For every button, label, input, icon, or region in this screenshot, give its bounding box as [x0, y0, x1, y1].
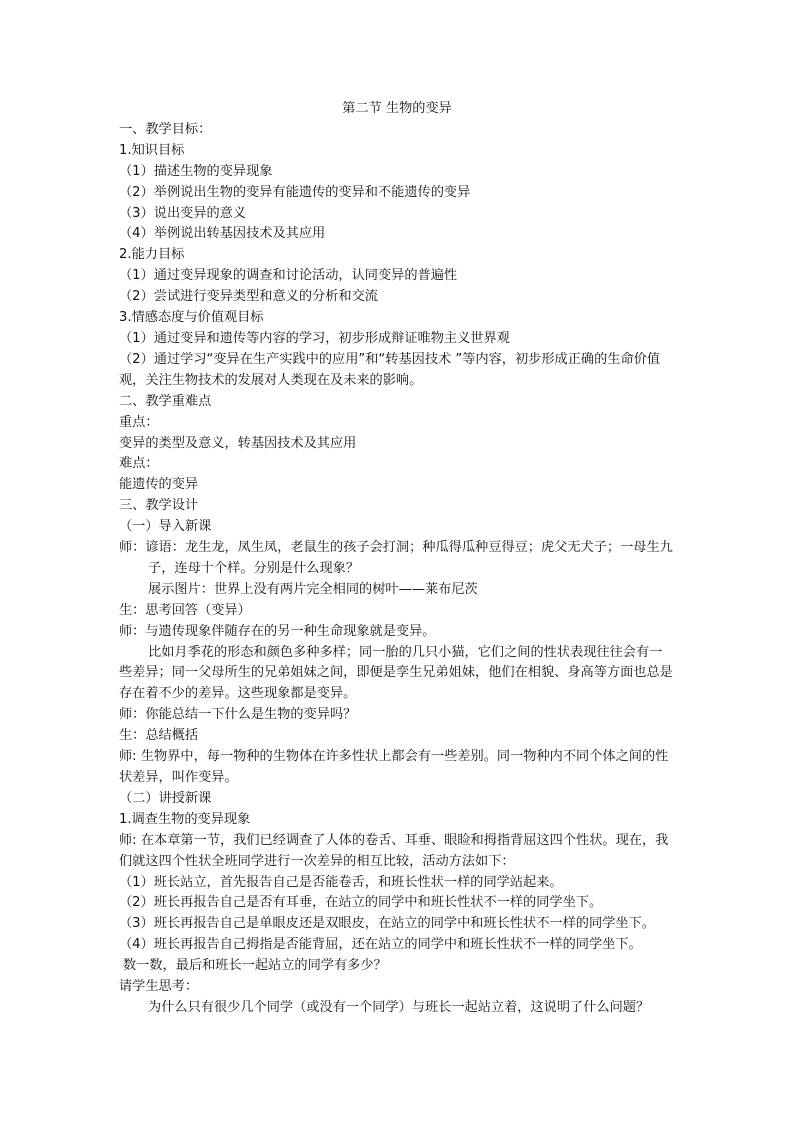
section-heading: 二、教学重难点 — [119, 393, 212, 409]
subsection-heading: 3.情感态度与价值观目标 — [119, 310, 264, 326]
body-text: 数一数，最后和班长一起站立的同学有多少？ — [122, 958, 387, 974]
document-title: 第二节 生物的变异 — [342, 101, 452, 116]
subsection-heading: 1.调查生物的变异现象 — [119, 811, 251, 827]
body-text: 能遗传的变异 — [119, 477, 199, 493]
document-body — [119, 99, 675, 1019]
body-paragraph: 为什么只有很少几个同学（或没有一个同学）与班长一起站立着，这说明了什么问题？ — [148, 999, 650, 1015]
label-text: 难点： — [119, 456, 159, 472]
list-item: （2）尝试进行变异类型和意义的分析和交流 — [119, 289, 378, 305]
list-item: （2）通过学习“变异在生产实践中的应用”和“转基因技术 ”等内容，初步形成正确的生命价值观，关注生物技术的发展对人类现在及未来的影响。 — [119, 351, 661, 388]
list-item: （1）通过变异现象的调查和讨论活动，认同变异的普遍性 — [119, 268, 458, 284]
label-text: 重点： — [119, 414, 159, 430]
list-item: （4）班长再报告自己拇指是否能背屈，还在站立的同学中和班长性状不一样的同学坐下。 — [119, 937, 642, 953]
subsection-heading: 2.能力目标 — [119, 247, 185, 263]
dialogue-paragraph: 师: 生物界中，每一物种的生物体在许多性状上都会有一些差别。同一物种内不同个体之间的性状差异，叫作变异。 — [119, 749, 669, 785]
list-item: （2）举例说出生物的变异有能遗传的变异和不能遗传的变异 — [119, 184, 471, 200]
label-text: 请学生思考： — [119, 979, 199, 995]
body-paragraph: 展示图片：世界上没有两片完全相同的树叶——莱布尼茨 — [148, 581, 478, 597]
subsection-heading: （二）讲授新课 — [119, 790, 212, 806]
subsection-heading: （一）导入新课 — [119, 519, 212, 535]
list-item: （1）描述生物的变异现象 — [119, 163, 273, 179]
section-heading: 三、教学设计 — [119, 498, 199, 514]
dialogue-line: 生：总结概括 — [119, 728, 199, 744]
subsection-heading: 1.知识目标 — [119, 142, 185, 158]
section-heading: 一、教学目标： — [119, 121, 212, 137]
dialogue-line: 师：你能总结一下什么是生物的变异吗？ — [119, 707, 357, 723]
dialogue-paragraph: 师：谚语：龙生龙，凤生凤，老鼠生的孩子会打洞；种瓜得瓜种豆得豆；虎父无犬子；一母生九子，连母十个样。分别是什么现象？ — [119, 540, 673, 576]
dialogue-paragraph: 师: 在本章第一节，我们已经调查了人体的卷舌、耳垂、眼睑和拇指背屈这四个性状。现在，我们就这四个性状全班同学进行一次差异的相互比较，活动方法如下： — [119, 832, 669, 869]
dialogue-line: 生：思考回答（变异） — [119, 602, 251, 618]
list-item: （4）举例说出转基因技术及其应用 — [119, 226, 326, 242]
list-item: （1）班长站立，首先报告自己是否能卷舌，和班长性状一样的同学站起来。 — [119, 874, 563, 890]
body-paragraph: 比如月季花的形态和颜色多种多样；同一胎的几只小猫，它们之间的性状表现往往会有一些差异；同一父母所生的兄弟姐妹之间，即便是孪生兄弟姐妹，他们在相貌、身高等方面也总是存在着不少的差异。这些现象都是变异。 — [119, 644, 673, 702]
list-item: （1）通过变异和遗传等内容的学习，初步形成辩证唯物主义世界观 — [119, 330, 510, 346]
list-item: （3）说出变异的意义 — [119, 205, 247, 221]
list-item: （3）班长再报告自己是单眼皮还是双眼皮，在站立的同学中和班长性状不一样的同学坐下。 — [119, 916, 655, 932]
list-item: （2）班长再报告自己是否有耳垂，在站立的同学中和班长性状不一样的同学坐下。 — [119, 895, 603, 911]
dialogue-line: 师：与遗传现象伴随存在的另一种生命现象就是变异。 — [119, 623, 436, 639]
body-text: 变异的类型及意义，转基因技术及其应用 — [119, 435, 357, 451]
